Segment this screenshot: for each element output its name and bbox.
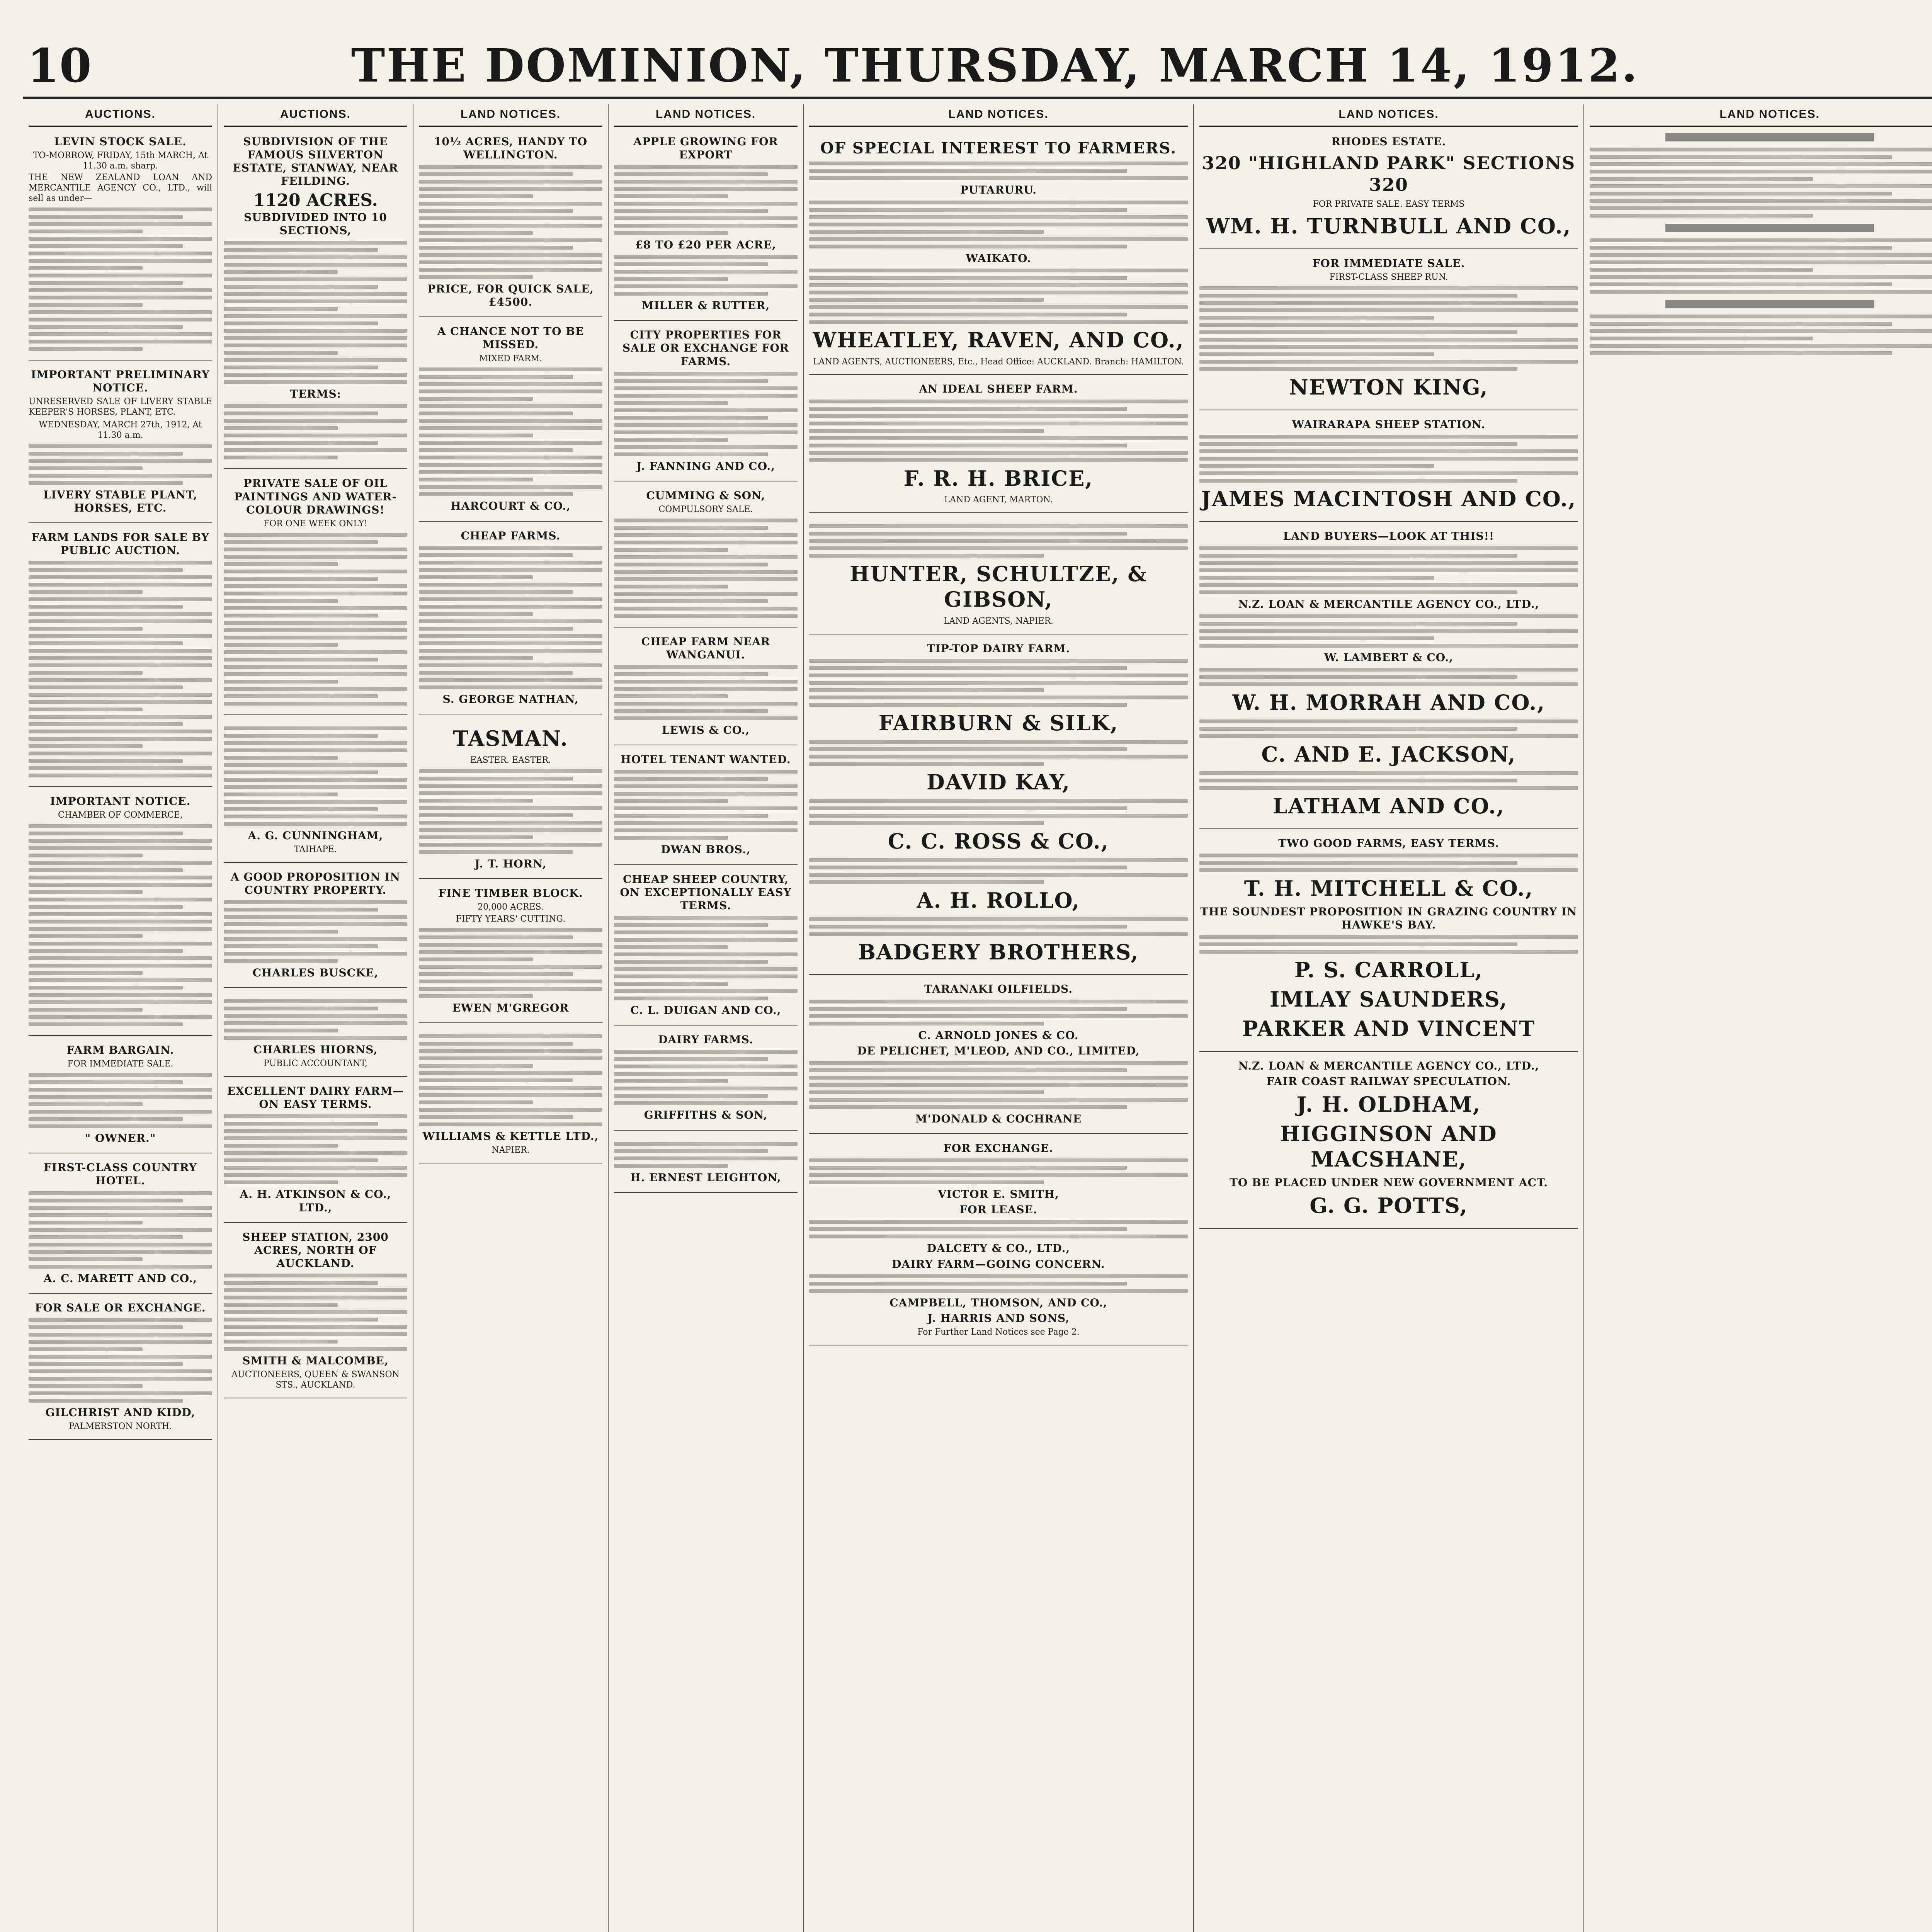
ad-subheading: FIRST-CLASS SHEEP RUN.	[1329, 272, 1448, 282]
ad-heading: 10½ ACRES, HANDY TO WELLINGTON.	[434, 135, 588, 161]
ad-agent: A. G. CUNNINGHAM,	[248, 829, 383, 842]
column-6	[1194, 104, 1584, 1932]
column-2	[218, 104, 413, 1932]
ad-heading: PRIVATE SALE OF OIL PAINTINGS AND WATER-COLOUR DRAWINGS!	[234, 477, 397, 516]
text-block	[614, 665, 798, 720]
ad-agent: P. S. CARROLL,	[1294, 957, 1483, 982]
ad-wairarapa	[1199, 414, 1578, 522]
text-block	[29, 207, 212, 351]
ad-sheep-station	[224, 1227, 407, 1398]
ad-hunter-schultze	[809, 517, 1188, 634]
text-block	[809, 1000, 1188, 1026]
ad-heading: TARANAKI OILFIELDS.	[924, 983, 1073, 996]
ad-subheading: FOR IMMEDIATE SALE.	[67, 1059, 173, 1069]
ad-heading: FINE TIMBER BLOCK.	[438, 886, 583, 900]
column-header: LAND NOTICES.	[419, 104, 602, 127]
masthead	[23, 23, 1932, 99]
ad-tip-top-dairy	[809, 638, 1188, 975]
text-block	[614, 770, 798, 840]
ad-agent: C. ARNOLD JONES & CO.	[918, 1029, 1079, 1042]
ad-oil-paintings	[224, 473, 407, 715]
ad-agent: IMLAY SAUNDERS,	[1270, 986, 1508, 1012]
ad-note: For Further Land Notices see Page 2.	[917, 1327, 1080, 1337]
ad-agent: T. H. MITCHELL & CO.,	[1244, 876, 1534, 901]
text-block	[809, 917, 1188, 936]
ad-subheading: WAIKATO.	[966, 252, 1031, 265]
ad-agent: SMITH & MALCOMBE,	[242, 1354, 389, 1367]
text-block	[1199, 719, 1578, 738]
ad-heading: FARM BARGAIN.	[66, 1044, 174, 1057]
column-header: AUCTIONS.	[224, 104, 407, 127]
ad-agent: EWEN M'GREGOR	[452, 1001, 569, 1014]
text-block	[1199, 286, 1578, 371]
ad-apple-growing	[614, 131, 798, 321]
ad-text: UNRESERVED SALE OF LIVERY STABLE KEEPER'S HORSES, PLANT, ETC.	[29, 397, 212, 417]
text-block	[29, 444, 212, 485]
ad-heading: TO BE PLACED UNDER NEW GOVERNMENT ACT.	[1230, 1176, 1548, 1189]
text-block	[614, 1050, 798, 1105]
ad-agent: M'DONALD & COCHRANE	[915, 1112, 1082, 1125]
ad-heading: A CHANCE NOT TO BE MISSED.	[437, 325, 584, 351]
text-block	[224, 1274, 407, 1351]
ad-agent: CAMPBELL, THOMSON, AND CO.,	[889, 1296, 1107, 1309]
column-header: LAND NOTICES.	[614, 104, 798, 127]
ad-agent: JAMES MACINTOSH AND CO.,	[1201, 486, 1577, 511]
ad-timber-block	[419, 883, 602, 1023]
text-block	[224, 404, 407, 459]
text-block	[1199, 935, 1578, 954]
ad-levin-stock-sale	[29, 131, 212, 361]
text-block	[614, 519, 798, 618]
ad-cheap-farm-wanganui	[614, 631, 798, 745]
column-7	[1584, 104, 1932, 1932]
ad-agent: MILLER & RUTTER,	[641, 299, 770, 312]
text-block	[29, 1073, 212, 1128]
ad-heading: FARM LANDS FOR SALE BY PUBLIC AUCTION.	[31, 531, 209, 557]
ad-heading: SUBDIVISION OF THE FAMOUS SILVERTON ESTATE, STANWAY, NEAR FEILDING.	[233, 135, 398, 188]
ad-agent: DALCETY & CO., LTD.,	[927, 1242, 1070, 1255]
ad-dairy-farms	[614, 1029, 798, 1130]
ad-agent: CUMMING & SON,	[646, 489, 765, 502]
ad-agent: C. AND E. JACKSON,	[1261, 742, 1516, 767]
ad-subheading: EASTER. EASTER.	[470, 755, 551, 765]
ad-agent-line: LAND AGENTS, AUCTIONEERS, Etc., Head Office: AUCKLAND. Branch: HAMILTON.	[813, 357, 1184, 367]
ad-text: THE NEW ZEALAND LOAN AND MERCANTILE AGENCY CO., LTD., will sell as under—	[29, 173, 212, 204]
ad-agent: N.Z. LOAN & MERCANTILE AGENCY CO., LTD.,	[1238, 597, 1539, 611]
ad-subheading: 20,000 ACRES.	[478, 902, 544, 912]
ad-agent: J. T. HORN,	[474, 857, 547, 870]
text-block	[809, 400, 1188, 462]
ad-heading: LEVIN STOCK SALE.	[54, 135, 187, 148]
ad-important-notice	[29, 791, 212, 1036]
ad-location: PALMERSTON NORTH.	[69, 1422, 172, 1432]
ad-heading: FOR LEASE.	[959, 1203, 1037, 1216]
ad-terms: TERMS:	[290, 388, 341, 401]
ad-country-property	[224, 867, 407, 988]
text-block	[1199, 668, 1578, 686]
ad-heading: DAIRY FARMS.	[658, 1033, 753, 1046]
ad-agent: PARKER AND VINCENT	[1242, 1016, 1536, 1041]
text-block	[1199, 771, 1578, 790]
text-block	[1199, 435, 1578, 483]
ad-agent: WILLIAMS & KETTLE LTD.,	[422, 1129, 599, 1143]
ad-rhodes-estate	[1199, 131, 1578, 249]
ad-agent: CHARLES BUSCKE,	[252, 966, 379, 979]
ad-signature: " OWNER."	[85, 1132, 156, 1145]
ad-land-buyers	[1199, 526, 1578, 829]
text-block	[419, 1034, 602, 1126]
ad-two-farms	[1199, 833, 1578, 1052]
ad-exchange-lease	[809, 1138, 1188, 1345]
ad-heading: FIRST-CLASS COUNTRY HOTEL.	[44, 1161, 197, 1187]
text-block	[224, 241, 407, 384]
ad-location: NAPIER.	[492, 1145, 530, 1155]
ad-subheading: FIFTY YEARS' CUTTING.	[456, 914, 566, 924]
ad-country-hotel	[29, 1157, 212, 1293]
ad-subheading: SUBDIVIDED INTO 10 SECTIONS,	[244, 211, 387, 237]
ad-livery-sale	[29, 364, 212, 523]
ad-agent: W. H. MORRAH AND CO.,	[1232, 690, 1546, 715]
text-block	[809, 1274, 1188, 1293]
text-block	[29, 1191, 212, 1269]
text-block	[809, 1158, 1188, 1184]
ad-agent: J. H. OLDHAM,	[1296, 1092, 1481, 1117]
text-block	[1199, 854, 1578, 872]
ad-sale-exchange	[29, 1298, 212, 1440]
ad-mixed-farm	[419, 321, 602, 521]
ad-date: WEDNESDAY, MARCH 27th, 1912, At 11.30 a.m.	[39, 420, 202, 440]
ad-agent: G. G. POTTS,	[1310, 1193, 1468, 1218]
ad-agent: A. H. ROLLO,	[917, 888, 1080, 913]
ad-agent: J. FANNING AND CO.,	[636, 459, 775, 473]
ad-heading: FOR IMMEDIATE SALE.	[1312, 257, 1465, 270]
ad-leighton	[614, 1134, 798, 1193]
ad-subheading: COMPULSORY SALE.	[658, 505, 753, 514]
ad-heading: HOTEL TENANT WANTED.	[621, 753, 791, 766]
ad-heading: CHEAP FARMS.	[461, 529, 561, 542]
ad-heading: WAIRARAPA SHEEP STATION.	[1292, 418, 1486, 431]
text-block	[224, 533, 407, 706]
column-header: LAND NOTICES.	[1590, 104, 1932, 127]
column-5	[804, 104, 1194, 1932]
text-block	[224, 900, 407, 963]
ad-agent: WHEATLEY, RAVEN, AND CO.,	[813, 327, 1184, 352]
ad-agent: GILCHRIST AND KIDD,	[45, 1406, 196, 1419]
ad-agent: DE PELICHET, M'LEOD, AND CO., LIMITED,	[857, 1044, 1140, 1057]
ad-special-interest	[809, 131, 1188, 375]
text-block	[1199, 614, 1578, 648]
ad-agent: BADGERY BROTHERS,	[858, 939, 1139, 964]
ad-heading: TASMAN.	[453, 726, 568, 751]
text-block	[224, 726, 407, 826]
ad-cheap-sheep	[614, 869, 798, 1026]
text-block	[809, 1061, 1188, 1109]
ad-heading: SHEEP STATION, 2300 ACRES, NORTH OF AUCKLAND.	[242, 1230, 389, 1270]
text-block	[809, 201, 1188, 248]
ad-nz-loan	[1199, 1056, 1578, 1229]
ad-agent: CHARLES HIORNS,	[253, 1043, 378, 1056]
text-block	[29, 1318, 212, 1403]
ad-date: FOR ONE WEEK ONLY!	[263, 519, 368, 529]
ad-heading: CITY PROPERTIES FOR SALE OR EXCHANGE FOR FARMS.	[622, 328, 789, 368]
ad-agent: S. GEORGE NATHAN,	[442, 692, 579, 706]
ad-agent: LATHAM AND CO.,	[1273, 793, 1505, 818]
ad-agent: WM. H. TURNBULL AND CO.,	[1206, 213, 1571, 238]
text-block	[419, 928, 602, 998]
ad-cheap-farms	[419, 526, 602, 714]
text-block	[809, 524, 1188, 558]
text-block	[29, 561, 212, 777]
ad-agent: LEWIS & CO.,	[662, 724, 750, 737]
ad-subheading: MIXED FARM.	[479, 354, 542, 364]
ad-heading: APPLE GROWING FOR EXPORT	[633, 135, 778, 161]
ad-acres-wellington	[419, 131, 602, 318]
text-block	[809, 659, 1188, 707]
ad-heading: THE SOUNDEST PROPOSITION IN GRAZING COUNTRY IN HAWKE'S BAY.	[1200, 905, 1577, 931]
ad-agent: GRIFFITHS & SON,	[644, 1109, 768, 1122]
text-block	[29, 824, 212, 1026]
ad-heading: DAIRY FARM—GOING CONCERN.	[892, 1257, 1105, 1270]
ad-subheading: LIVERY STABLE PLANT, HORSES, ETC.	[43, 488, 198, 514]
ad-heading: FAIR COAST RAILWAY SPECULATION.	[1266, 1075, 1511, 1088]
ad-heading: TIP-TOP DAIRY FARM.	[927, 642, 1070, 655]
ad-agent: NEWTON KING,	[1289, 374, 1488, 400]
ad-price: £8 TO £20 PER ACRE,	[635, 238, 776, 251]
ad-sheep-run	[1199, 253, 1578, 410]
ad-agent: HARCOURT & CO.,	[451, 500, 571, 513]
text-block	[809, 740, 1188, 766]
ad-agent: DAVID KAY,	[927, 769, 1070, 794]
text-block	[809, 799, 1188, 825]
ad-heading: RHODES ESTATE.	[1331, 135, 1446, 148]
text-block	[224, 1114, 407, 1184]
text-block	[224, 999, 407, 1040]
text-block	[809, 858, 1188, 884]
text-block	[614, 255, 798, 296]
text-block	[809, 1220, 1188, 1238]
ad-agent: VICTOR E. SMITH,	[938, 1188, 1059, 1201]
column-header: LAND NOTICES.	[1199, 104, 1578, 127]
ad-farm-lands	[29, 527, 212, 787]
ad-agent: J. HARRIS AND SONS,	[927, 1311, 1070, 1325]
ad-ideal-sheep-farm	[809, 379, 1188, 513]
ad-hotel-tenant	[614, 749, 798, 865]
text-block	[614, 916, 798, 1000]
ad-agent: HUNTER, SCHULTZE, & GIBSON,	[849, 561, 1148, 612]
ad-silverton-estate	[224, 131, 407, 469]
text-block	[1199, 546, 1578, 594]
page-number: 10	[27, 39, 92, 93]
ad-location: TAIHAPE.	[294, 844, 337, 854]
ad-location: LAND AGENT, MARTON.	[944, 495, 1053, 505]
ad-agent: DWAN BROS.,	[661, 843, 751, 856]
text-block	[419, 546, 602, 689]
ad-heading: EXCELLENT DAIRY FARM—ON EASY TERMS.	[227, 1085, 404, 1111]
text-block	[614, 1142, 798, 1168]
column-header: LAND NOTICES.	[809, 104, 1188, 127]
ad-heading: LAND BUYERS—LOOK AT THIS!!	[1283, 529, 1495, 543]
ad-city-properties	[614, 325, 798, 481]
ad-agent: C. L. DUIGAN AND CO.,	[630, 1004, 781, 1017]
text-block	[809, 269, 1188, 324]
column-header: AUCTIONS.	[29, 104, 212, 127]
ad-hiorns	[224, 992, 407, 1077]
ad-agent: HIGGINSON AND MACSHANE,	[1280, 1121, 1497, 1172]
ad-cunningham	[224, 719, 407, 863]
text-block	[1590, 133, 1932, 355]
ad-subheading: FOR PRIVATE SALE. EASY TERMS	[1313, 199, 1465, 209]
ad-agent: F. R. H. BRICE,	[903, 466, 1094, 491]
ad-agent: A. C. MARETT AND CO.,	[43, 1272, 197, 1285]
ad-heading: A GOOD PROPOSITION IN COUNTRY PROPERTY.	[230, 870, 401, 896]
ad-subheading: CHAMBER OF COMMERCE,	[58, 810, 183, 820]
column-4	[609, 104, 804, 1932]
ad-tasman	[419, 718, 602, 879]
text-block	[614, 372, 798, 456]
column-1	[23, 104, 218, 1932]
ad-dairy-farm	[224, 1081, 407, 1223]
ad-subheading: PUBLIC ACCOUNTANT,	[264, 1059, 367, 1069]
ad-agent: A. H. ATKINSON & CO., LTD.,	[240, 1188, 391, 1214]
ad-agent: FAIRBURN & SILK,	[878, 711, 1119, 735]
ad-subheading: PUTARURU.	[960, 184, 1037, 197]
text-block	[419, 367, 602, 496]
ad-acreage: 1120 ACRES.	[253, 190, 378, 211]
ad-location: AUCTIONEERS, QUEEN & SWANSON STS., AUCKLAND.	[231, 1370, 400, 1390]
text-block	[809, 162, 1188, 180]
text-block	[419, 769, 602, 854]
ad-agent: W. LAMBERT & CO.,	[1324, 651, 1453, 664]
ad-heading: AN IDEAL SHEEP FARM.	[919, 383, 1078, 396]
ad-heading: OF SPECIAL INTEREST TO FARMERS.	[820, 139, 1177, 157]
ad-heading: CHEAP SHEEP COUNTRY, ON EXCEPTIONALLY EASY TERMS.	[620, 872, 792, 912]
ad-date: TO-MORROW, FRIDAY, 15th MARCH, At 11.30 a.m. sharp.	[33, 150, 208, 171]
ad-heading: IMPORTANT NOTICE.	[50, 795, 191, 808]
columns	[23, 104, 1932, 1932]
ad-price: PRICE, FOR QUICK SALE, £4500.	[427, 282, 594, 309]
column-3	[413, 104, 609, 1932]
ad-agent: C. C. ROSS & CO.,	[888, 828, 1109, 854]
ad-heading: IMPORTANT PRELIMINARY NOTICE.	[31, 368, 210, 395]
ad-location: LAND AGENTS, NAPIER.	[943, 616, 1054, 626]
text-block	[419, 165, 602, 279]
ad-agent: N.Z. LOAN & MERCANTILE AGENCY CO., LTD.,	[1238, 1059, 1539, 1072]
ad-heading: FOR SALE OR EXCHANGE.	[35, 1301, 206, 1314]
ad-farm-bargain	[29, 1040, 212, 1153]
newspaper-title: THE DOMINION, THURSDAY, MARCH 14, 1912.	[351, 39, 1639, 92]
ad-agent: H. ERNEST LEIGHTON,	[630, 1171, 781, 1184]
ad-heading: TWO GOOD FARMS, EASY TERMS.	[1278, 837, 1499, 850]
ad-oilfields	[809, 979, 1188, 1134]
text-block	[614, 165, 798, 235]
ad-cumming	[614, 485, 798, 628]
ad-heading: CHEAP FARM NEAR WANGANUI.	[641, 635, 770, 661]
ad-sections: 320 "HIGHLAND PARK" SECTIONS 320	[1202, 152, 1576, 195]
ad-williams-kettle	[419, 1027, 602, 1163]
ad-heading: FOR EXCHANGE.	[944, 1142, 1053, 1155]
